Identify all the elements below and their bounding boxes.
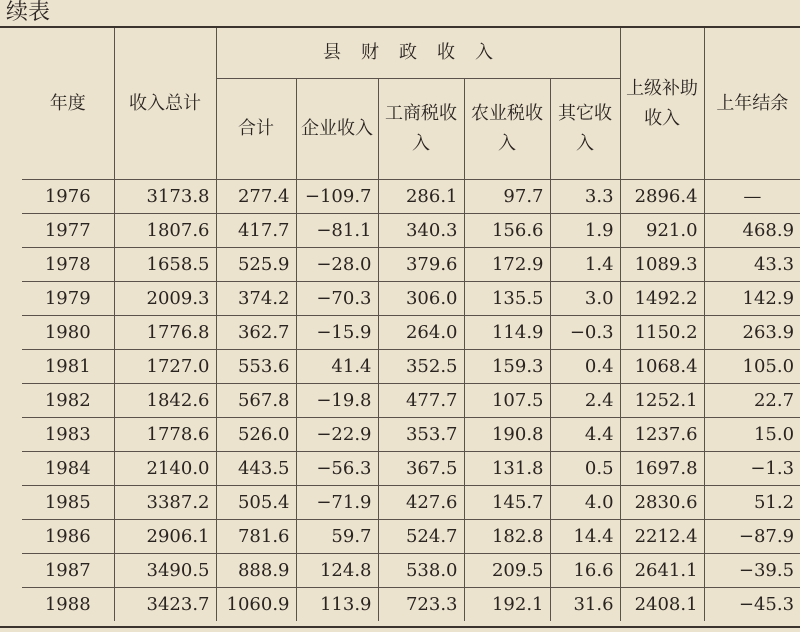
cell-year: 1981 [22, 350, 114, 384]
cell-subsidy: 921.0 [620, 214, 704, 248]
cell-subtotal: 505.4 [216, 486, 296, 520]
cell-subsidy: 1068.4 [620, 350, 704, 384]
cell-total: 1727.0 [114, 350, 216, 384]
cell-subtotal: 553.6 [216, 350, 296, 384]
cell-subtotal: 417.7 [216, 214, 296, 248]
cell-carryover: 263.9 [704, 316, 800, 350]
table-row [22, 384, 800, 418]
cell-industry-tax: 353.7 [378, 418, 464, 452]
cell-subsidy: 1252.1 [620, 384, 704, 418]
cell-other: 4.4 [550, 418, 620, 452]
table-row [22, 452, 800, 486]
cell-total: 1778.6 [114, 418, 216, 452]
cell-total: 3387.2 [114, 486, 216, 520]
cell-subsidy: 2408.1 [620, 588, 704, 622]
cell-industry-tax: 367.5 [378, 452, 464, 486]
cell-enterprise: −56.3 [296, 452, 378, 486]
header-subtotal: 合计 [216, 79, 296, 180]
cell-agri-tax: 97.7 [464, 180, 550, 214]
header-industry-tax: 工商税收入 [378, 79, 464, 180]
cell-agri-tax: 159.3 [464, 350, 550, 384]
cell-year: 1986 [22, 520, 114, 554]
table-row [22, 350, 800, 384]
cell-total: 3490.5 [114, 554, 216, 588]
cell-total: 2906.1 [114, 520, 216, 554]
cell-other: 0.4 [550, 350, 620, 384]
cell-total: 3173.8 [114, 180, 216, 214]
cell-enterprise: 113.9 [296, 588, 378, 622]
header-other: 其它收入 [550, 79, 620, 180]
cell-other: 1.4 [550, 248, 620, 282]
cell-other: 16.6 [550, 554, 620, 588]
cell-agri-tax: 107.5 [464, 384, 550, 418]
cell-subtotal: 374.2 [216, 282, 296, 316]
header-carryover: 上年结余 [704, 28, 800, 180]
cell-year: 1983 [22, 418, 114, 452]
cell-agri-tax: 182.8 [464, 520, 550, 554]
table-row [22, 486, 800, 520]
cell-industry-tax: 477.7 [378, 384, 464, 418]
cell-year: 1980 [22, 316, 114, 350]
cell-agri-tax: 135.5 [464, 282, 550, 316]
cell-carryover: −87.9 [704, 520, 800, 554]
header-subsidy: 上级补助收入 [620, 28, 704, 180]
cell-other: 14.4 [550, 520, 620, 554]
cell-total: 1842.6 [114, 384, 216, 418]
cell-subsidy: 2212.4 [620, 520, 704, 554]
cell-agri-tax: 192.1 [464, 588, 550, 622]
cell-industry-tax: 723.3 [378, 588, 464, 622]
cell-carryover: −39.5 [704, 554, 800, 588]
cell-other: −0.3 [550, 316, 620, 350]
cell-carryover: −1.3 [704, 452, 800, 486]
cell-industry-tax: 340.3 [378, 214, 464, 248]
cell-total: 1658.5 [114, 248, 216, 282]
cell-enterprise: −22.9 [296, 418, 378, 452]
cell-enterprise: −19.8 [296, 384, 378, 418]
cell-other: 2.4 [550, 384, 620, 418]
cell-other: 0.5 [550, 452, 620, 486]
cell-subtotal: 525.9 [216, 248, 296, 282]
cell-industry-tax: 538.0 [378, 554, 464, 588]
cell-agri-tax: 114.9 [464, 316, 550, 350]
cell-enterprise: −71.9 [296, 486, 378, 520]
cell-carryover: 51.2 [704, 486, 800, 520]
cell-carryover: 105.0 [704, 350, 800, 384]
cell-subtotal: 526.0 [216, 418, 296, 452]
page-title: 续表 [6, 0, 51, 25]
cell-agri-tax: 190.8 [464, 418, 550, 452]
cell-year: 1976 [22, 180, 114, 214]
header-agri-tax: 农业税收入 [464, 79, 550, 180]
cell-subtotal: 781.6 [216, 520, 296, 554]
cell-other: 1.9 [550, 214, 620, 248]
cell-carryover: 142.9 [704, 282, 800, 316]
table-row [22, 214, 800, 248]
cell-year: 1979 [22, 282, 114, 316]
cell-enterprise: −109.7 [296, 180, 378, 214]
table-row [22, 180, 800, 214]
table-row [22, 418, 800, 452]
cell-enterprise: −28.0 [296, 248, 378, 282]
cell-year: 1982 [22, 384, 114, 418]
header-county-revenue: 县财政收入 [216, 28, 620, 79]
cell-year: 1987 [22, 554, 114, 588]
table-row [22, 248, 800, 282]
cell-subsidy: 2830.6 [620, 486, 704, 520]
cell-enterprise: −70.3 [296, 282, 378, 316]
cell-subsidy: 1089.3 [620, 248, 704, 282]
cell-subsidy: 2641.1 [620, 554, 704, 588]
header-year: 年度 [22, 28, 114, 180]
cell-subsidy: 1237.6 [620, 418, 704, 452]
cell-other: 31.6 [550, 588, 620, 622]
cell-other: 3.3 [550, 180, 620, 214]
cell-total: 3423.7 [114, 588, 216, 622]
cell-agri-tax: 145.7 [464, 486, 550, 520]
cell-carryover: 468.9 [704, 214, 800, 248]
table-row [22, 316, 800, 350]
header-enterprise: 企业收入 [296, 79, 378, 180]
cell-total: 2009.3 [114, 282, 216, 316]
cell-industry-tax: 379.6 [378, 248, 464, 282]
cell-industry-tax: 286.1 [378, 180, 464, 214]
cell-enterprise: 59.7 [296, 520, 378, 554]
cell-year: 1978 [22, 248, 114, 282]
bottom-rule [0, 626, 800, 628]
cell-industry-tax: 352.5 [378, 350, 464, 384]
cell-carryover: 15.0 [704, 418, 800, 452]
cell-agri-tax: 209.5 [464, 554, 550, 588]
cell-enterprise: −81.1 [296, 214, 378, 248]
header-total: 收入总计 [114, 28, 216, 180]
cell-enterprise: 124.8 [296, 554, 378, 588]
cell-year: 1984 [22, 452, 114, 486]
table-body [22, 180, 800, 622]
cell-agri-tax: 172.9 [464, 248, 550, 282]
cell-carryover: — [704, 180, 800, 214]
cell-enterprise: −15.9 [296, 316, 378, 350]
cell-other: 4.0 [550, 486, 620, 520]
cell-subtotal: 443.5 [216, 452, 296, 486]
cell-total: 1776.8 [114, 316, 216, 350]
cell-total: 2140.0 [114, 452, 216, 486]
cell-carryover: 43.3 [704, 248, 800, 282]
header-row-1 [22, 28, 800, 79]
cell-industry-tax: 427.6 [378, 486, 464, 520]
table-row [22, 588, 800, 622]
cell-subtotal: 567.8 [216, 384, 296, 418]
cell-enterprise: 41.4 [296, 350, 378, 384]
cell-subtotal: 888.9 [216, 554, 296, 588]
cell-industry-tax: 264.0 [378, 316, 464, 350]
cell-year: 1988 [22, 588, 114, 622]
cell-year: 1977 [22, 214, 114, 248]
cell-agri-tax: 156.6 [464, 214, 550, 248]
cell-subtotal: 362.7 [216, 316, 296, 350]
table-row [22, 520, 800, 554]
cell-year: 1985 [22, 486, 114, 520]
cell-subsidy: 1492.2 [620, 282, 704, 316]
cell-carryover: 22.7 [704, 384, 800, 418]
cell-subsidy: 1697.8 [620, 452, 704, 486]
cell-subtotal: 1060.9 [216, 588, 296, 622]
finance-table [22, 28, 800, 621]
table-row [22, 282, 800, 316]
cell-industry-tax: 306.0 [378, 282, 464, 316]
cell-agri-tax: 131.8 [464, 452, 550, 486]
cell-other: 3.0 [550, 282, 620, 316]
cell-subsidy: 1150.2 [620, 316, 704, 350]
cell-subsidy: 2896.4 [620, 180, 704, 214]
table-row [22, 554, 800, 588]
cell-total: 1807.6 [114, 214, 216, 248]
cell-carryover: −45.3 [704, 588, 800, 622]
cell-subtotal: 277.4 [216, 180, 296, 214]
cell-industry-tax: 524.7 [378, 520, 464, 554]
